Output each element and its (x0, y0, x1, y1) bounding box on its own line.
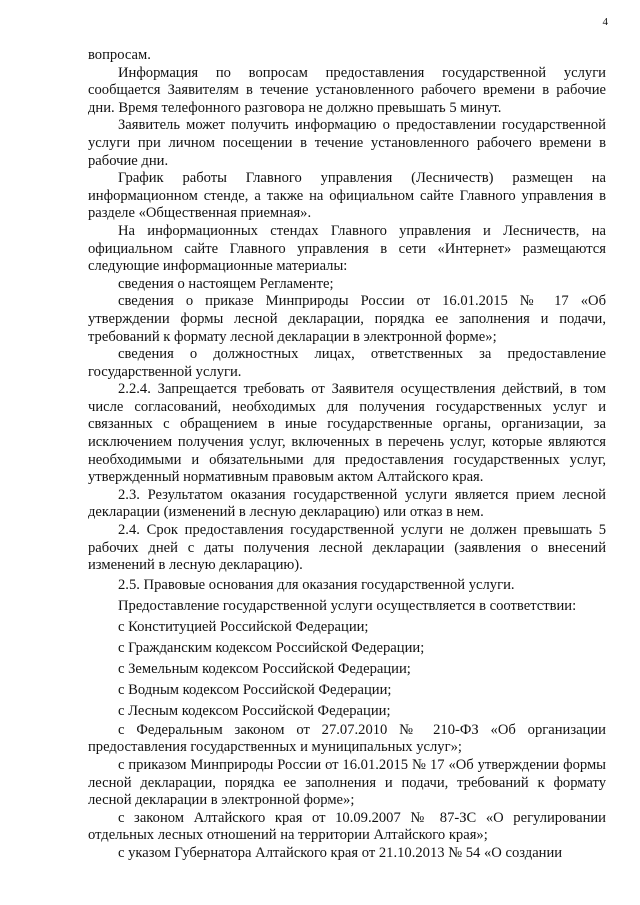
paragraph-work-schedule: График работы Главного управления (Лесничеств) размещен на информационном стенде, а также на официальном сайте Главного управления в разделе «Общественная приемная». (88, 170, 606, 222)
paragraph-continuation: вопросам. (88, 47, 151, 63)
paragraph-info-visit: Заявитель может получить информацию о предоставлении государственной услуги при личном посещении в течение установленного рабочего времени в рабочие дни. (88, 117, 606, 169)
paragraph-legal-basis-intro: Предоставление государственной услуги осуществляется в соответствии: (118, 597, 577, 614)
page-number: 4 (602, 16, 608, 28)
paragraph-section-2-4: 2.4. Срок предоставления государственной услуги не должен превышать 5 рабочих дней с даты получения лесной декларации (заявления о внесений изменений в лесную декларацию). (88, 522, 606, 574)
paragraph-section-2-2-4: 2.2.4. Запрещается требовать от Заявителя осуществления действий, в том числе согласований, необходимых для получения государственных услуг и связанных с обращением в иные государственные органы, организации, за исключением получения услуг, включенных в перечень услуг, которые являются необходимыми и обязательными для предоставления государственных услуг, утвержденный нормативным правовым актом Алтайского края. (88, 381, 606, 486)
paragraph-list-item: сведения о настоящем Регламенте; (118, 275, 334, 292)
paragraph-list-item: сведения о приказе Минприроды России от 16.01.2015 № 17 «Об утверждении формы лесной декларации, порядка ее заполнения и подачи, требований к формату лесной декларации в электронной форме»; (88, 293, 606, 345)
paragraph-legal-item: с Конституцией Российской Федерации; (118, 618, 369, 635)
paragraph-list-item: сведения о должностных лицах, ответственных за предоставление государственной услуги. (88, 346, 606, 380)
paragraph-legal-item: с законом Алтайского края от 10.09.2007 № 87-ЗС «О регулировании отдельных лесных отношений на территории Алтайского края»; (88, 809, 606, 844)
paragraph-legal-item: с Федеральным законом от 27.07.2010 № 210-ФЗ «Об организации предоставления государственных и муниципальных услуг»; (88, 721, 606, 756)
paragraph-info-phone: Информация по вопросам предоставления государственной услуги сообщается Заявителям в течение установленного рабочего времени в рабочие дни. Время телефонного разговора не должно превышать 5 минут. (88, 64, 606, 116)
paragraph-section-2-5: 2.5. Правовые основания для оказания государственной услуги. (118, 576, 515, 593)
document-body (88, 47, 606, 863)
paragraph-legal-item: с приказом Минприроды России от 16.01.2015 № 17 «Об утверждении формы лесной декларации, порядка ее заполнения и подачи, требований к формату лесной декларации в электронной форме»; (88, 757, 606, 809)
paragraph-legal-item: с Гражданским кодексом Российской Федерации; (118, 639, 425, 656)
paragraph-legal-item: с Лесным кодексом Российской Федерации; (118, 702, 391, 719)
paragraph-section-2-3: 2.3. Результатом оказания государственной услуги является прием лесной декларации (изменений в лесную декларацию) или отказ в нем. (88, 486, 606, 521)
paragraph-legal-item: с Земельным кодексом Российской Федерации; (118, 660, 411, 677)
paragraph-legal-item: с Водным кодексом Российской Федерации; (118, 681, 392, 698)
paragraph-legal-item: с указом Губернатора Алтайского края от 21.10.2013 № 54 «О создании (118, 844, 563, 861)
paragraph-info-stands: На информационных стендах Главного управления и Лесничеств, на официальном сайте Главного управления в сети «Интернет» размещаются следующие информационные материалы: (88, 222, 606, 275)
